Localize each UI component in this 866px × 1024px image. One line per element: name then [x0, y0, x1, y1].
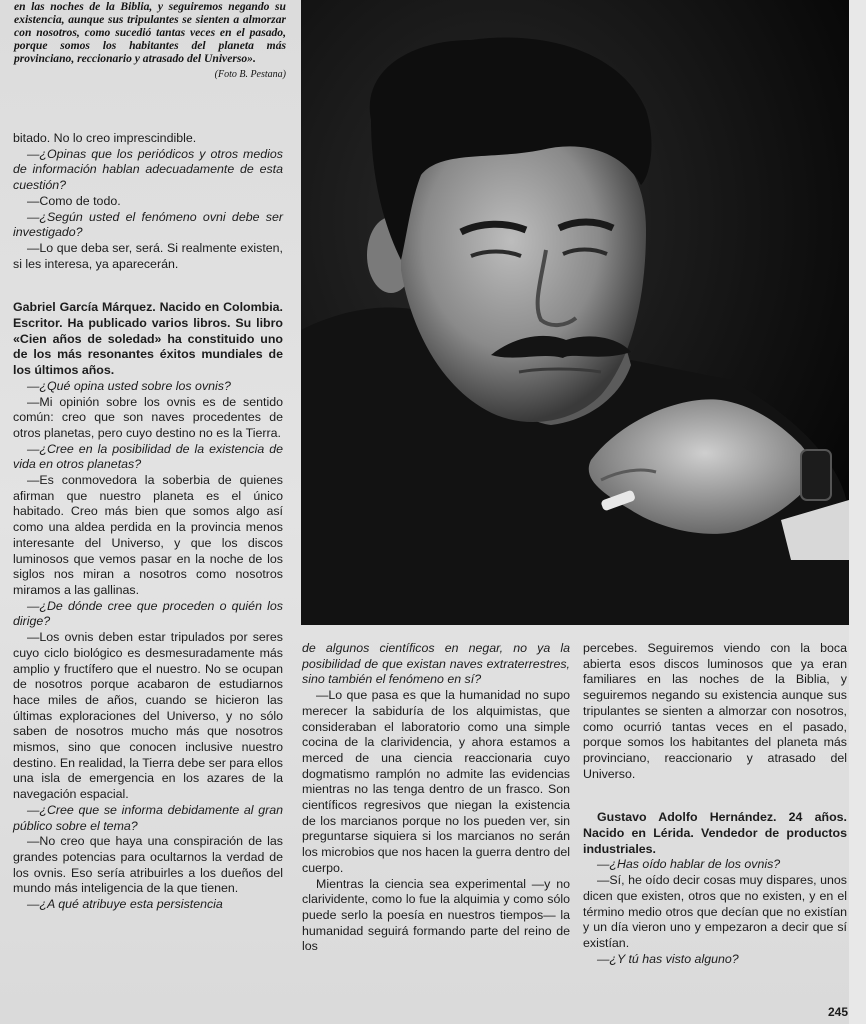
- question: —¿Cree en la posibilidad de la existencia de vida en otros planetas?: [13, 441, 283, 472]
- question: —¿Cree que se informa debidamente al gran público sobre el tema?: [13, 802, 283, 833]
- answer: —Lo que pasa es que la humanidad no supo merecer la sabiduría de los alquimistas, que consideraban el laboratorio como una simple cocina de la clarividencia, y ahora estamos a merced de una ciencia reaccionaria cuyo dogmatismo ramplón no admite las evidencias mientras no las tenga dentro de un frasco. Son científicos regresivos que niegan la existencia de los marcianos porque no los pueden ver, sin preguntarse siquiera si los marcianos no serán los microbios que nos hacen la guerra dentro del cuerpo.: [302, 688, 570, 875]
- answer: —No creo que haya una conspiración de las grandes potencias para ocultarnos la verdad de los ovnis. Eso sería atribuirles a los dueños del mundo más inteligencia de la que tienen.: [13, 834, 283, 896]
- answer: —Mi opinión sobre los ovnis es de sentido común: creo que son naves procedentes de otros planetas, pero cuyo destino no es la Tierra.: [13, 394, 283, 440]
- photo-credit: (Foto B. Pestana): [214, 69, 286, 81]
- question: —¿De dónde cree que proceden o quién los dirige?: [13, 598, 283, 629]
- page-edge: [849, 0, 866, 1024]
- answer: —Sí, he oído decir cosas muy dispares, unos dicen que existen, otros que no existen, y en el término medio otros que decían que no existían y un día vieron uno y empezaron a decir que sí existían.: [583, 873, 847, 950]
- paragraph: bitado. No lo creo imprescindible.: [13, 131, 197, 145]
- answer: —Lo que deba ser, será. Si realmente existen, si les interesa, ya aparecerán.: [13, 240, 283, 271]
- text-column-middle: [302, 641, 570, 955]
- question: —¿A qué atribuye esta persistencia: [27, 897, 223, 912]
- interviewee-intro: Gustavo Adolfo Hernández. 24 años. Nacido en Lérida. Vendedor de productos industriales.: [583, 810, 847, 856]
- answer: —Es conmovedora la soberbia de quienes afirman que nuestro planeta es el único habitado. Creo más bien que somos algo así como una aldea perdida en la provincia menos interesante del Universo, y que los discos luminosos que vemos pasar en la noche de los siglos nos miran a nosotros como nosotros miramos a las gallinas.: [13, 473, 283, 597]
- question: —¿Y tú has visto alguno?: [597, 951, 739, 966]
- text-column-right: [583, 641, 847, 967]
- page-number: 245: [827, 1005, 848, 1019]
- answer: Mientras la ciencia sea experimental —y no clarividente, como lo fue la alquimia y como sólo puede serlo la poesía en nuestros tiempos— la humanidad seguirá formando parte del reino de los: [302, 876, 570, 954]
- answer: —Los ovnis deben estar tripulados por seres cuyo ciclo biológico es desmesuradamente más amplio y fructífero que el nuestro. No se ocupan de nosotros porque acabaron de estudiarnos hace miles de años, cuando se hicieron las últimas exploraciones del Universo, y no sólo saben de nosotros mucho más que nosotros mismos, sino que conocen inclusive nuestro destino. En realidad, la Tierra debe ser para ellos una isla de emergencia en los azares de la navegación espacial.: [13, 630, 283, 802]
- text-column-left: [13, 131, 283, 913]
- portrait-photo: [301, 0, 849, 625]
- question: —¿Opinas que los periódicos y otros medios de información hablan adecuadamente de esta cuestión?: [13, 146, 283, 193]
- photo-caption: [14, 0, 286, 82]
- question: —¿Según usted el fenómeno ovni debe ser investigado?: [13, 209, 283, 240]
- question: —¿Has oído hablar de los ovnis?: [597, 857, 781, 872]
- answer-continued: percebes. Seguiremos viendo con la boca abierta esos discos luminosos que ya eran familiares en las noches de la Biblia, y seguiremos negando su existencia aunque sus tripulantes se sienten a almorzar con nosotros, como ocurrió tantas veces en el pasado, porque somos los habitantes del planeta más provinciano, reaccionario y atrasado del Universo.: [583, 641, 847, 781]
- portrait-image: [301, 0, 849, 625]
- question: —¿Qué opina usted sobre los ovnis?: [27, 378, 231, 393]
- answer: —Como de todo.: [27, 193, 121, 208]
- caption-text: en las noches de la Biblia, y seguiremos negando su existencia, aunque sus tripulantes se sienten a almorzar con nosotros, como sucedió tantas veces en el pasado, porque somos los habitantes del planeta más provinciano, reccionario y atrasado del Universo».: [14, 0, 286, 66]
- question-continued: de algunos científicos en negar, no ya la posibilidad de que existan naves extraterrestres, sino también el fenómeno en sí?: [302, 641, 570, 687]
- interviewee-intro: Gabriel García Márquez. Nacido en Colombia. Escritor. Ha publicado varios libros. Su libro «Cien años de soledad» ha constituido uno de los más resonantes éxitos mundiales de los últimos años.: [13, 300, 283, 378]
